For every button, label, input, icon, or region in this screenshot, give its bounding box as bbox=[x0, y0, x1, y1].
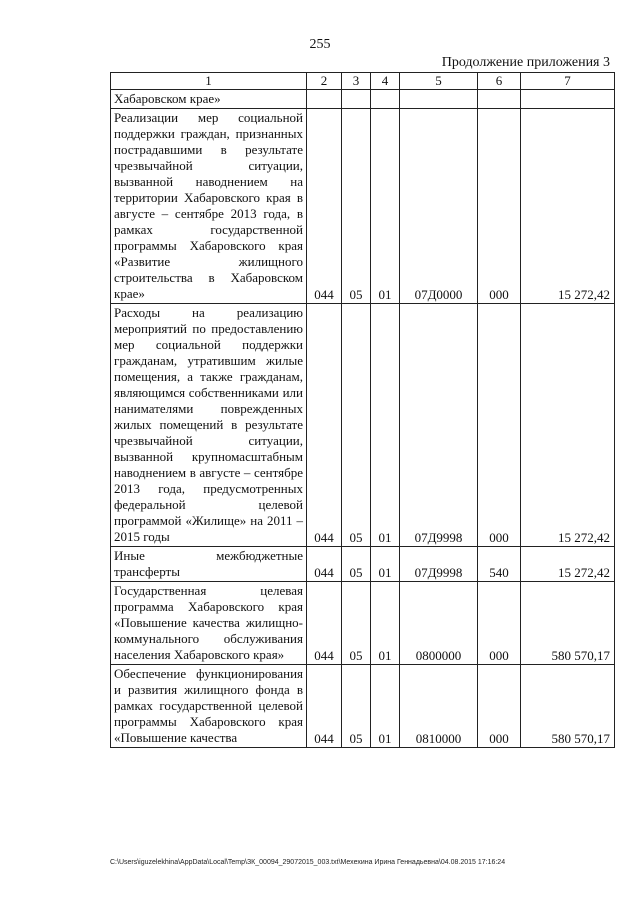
row-code-cell: 000 bbox=[478, 109, 521, 304]
row-code-cell: 05 bbox=[342, 109, 371, 304]
row-code-cell: 07Д0000 bbox=[400, 109, 478, 304]
row-amount-cell: 580 570,17 bbox=[521, 582, 615, 665]
row-code-cell: 0800000 bbox=[400, 582, 478, 665]
row-code-cell: 044 bbox=[307, 109, 342, 304]
row-amount-cell: 580 570,17 bbox=[521, 665, 615, 748]
row-code-cell: 044 bbox=[307, 582, 342, 665]
row-code-cell: 044 bbox=[307, 547, 342, 582]
row-code-cell: 000 bbox=[478, 665, 521, 748]
continuation-label: Продолжение приложения 3 bbox=[441, 55, 610, 70]
row-code-cell bbox=[478, 90, 521, 109]
row-amount-cell: 15 272,42 bbox=[521, 304, 615, 547]
row-name-cell: Хабаровском крае» bbox=[111, 90, 307, 109]
row-name-cell: Государственная целевая программа Хабаровского края «Повышение качества жилищно-коммунального обслуживания населения Хабаровского края» bbox=[111, 582, 307, 665]
table-row bbox=[111, 665, 615, 748]
row-code-cell: 044 bbox=[307, 304, 342, 547]
row-code-cell: 044 bbox=[307, 665, 342, 748]
row-name-cell: Иные межбюджетные трансферты bbox=[111, 547, 307, 582]
header-cell: 6 bbox=[478, 73, 521, 90]
row-code-cell: 01 bbox=[371, 582, 400, 665]
header-cell: 4 bbox=[371, 73, 400, 90]
row-code-cell: 07Д9998 bbox=[400, 304, 478, 547]
row-code-cell: 05 bbox=[342, 582, 371, 665]
row-code-cell: 01 bbox=[371, 304, 400, 547]
header-cell: 2 bbox=[307, 73, 342, 90]
table-header-row bbox=[111, 73, 615, 90]
row-code-cell bbox=[342, 90, 371, 109]
table-row bbox=[111, 109, 615, 304]
row-code-cell: 01 bbox=[371, 665, 400, 748]
header-cell: 3 bbox=[342, 73, 371, 90]
row-code-cell bbox=[307, 90, 342, 109]
row-code-cell: 000 bbox=[478, 304, 521, 547]
row-code-cell: 05 bbox=[342, 304, 371, 547]
row-code-cell: 05 bbox=[342, 547, 371, 582]
header-cell: 7 bbox=[521, 73, 615, 90]
page-number: 255 bbox=[309, 37, 331, 52]
row-code-cell bbox=[400, 90, 478, 109]
row-amount-cell bbox=[521, 90, 615, 109]
table-row bbox=[111, 547, 615, 582]
row-code-cell: 01 bbox=[371, 547, 400, 582]
row-name-cell: Обеспечение функционирования и развития жилищного фонда в рамках государственной целевой программы Хабаровского края «Повышение качества bbox=[111, 665, 307, 748]
table-row bbox=[111, 304, 615, 547]
row-amount-cell: 15 272,42 bbox=[521, 109, 615, 304]
row-code-cell: 000 bbox=[478, 582, 521, 665]
table-row bbox=[111, 90, 615, 109]
row-code-cell: 0810000 bbox=[400, 665, 478, 748]
header-cell: 5 bbox=[400, 73, 478, 90]
row-code-cell: 540 bbox=[478, 547, 521, 582]
budget-table bbox=[110, 72, 615, 748]
header-cell: 1 bbox=[111, 73, 307, 90]
file-path-footer: C:\Users\iguzelekhina\AppData\Local\Temp\ЗК_00094_29072015_003.txt\Мехехина Ирина Геннадьевна\04.08.2015 17:16:24 bbox=[110, 859, 506, 866]
table-row bbox=[111, 582, 615, 665]
row-code-cell: 01 bbox=[371, 109, 400, 304]
row-code-cell: 05 bbox=[342, 665, 371, 748]
row-name-cell: Реализации мер социальной поддержки граждан, признанных пострадавшими в результате чрезвычайной ситуации, вызванной наводнением на территории Хабаровского края в августе – сентябре 2013 года, в рамках государственной программы Хабаровского края «Развитие жилищного строительства в Хабаровском крае» bbox=[111, 109, 307, 304]
row-code-cell: 07Д9998 bbox=[400, 547, 478, 582]
row-code-cell bbox=[371, 90, 400, 109]
row-amount-cell: 15 272,42 bbox=[521, 547, 615, 582]
row-name-cell: Расходы на реализацию мероприятий по предоставлению мер социальной поддержки гражданам, утратившим жилые помещения, а также гражданам, являющимся собственниками или нанимателями поврежденных жилых помещений в результате чрезвычайной ситуации, вызванной крупномасштабным наводнением в августе – сентябре 2013 года, предусмотренных федеральной целевой программой «Жилище» на 2011 – 2015 годы bbox=[111, 304, 307, 547]
